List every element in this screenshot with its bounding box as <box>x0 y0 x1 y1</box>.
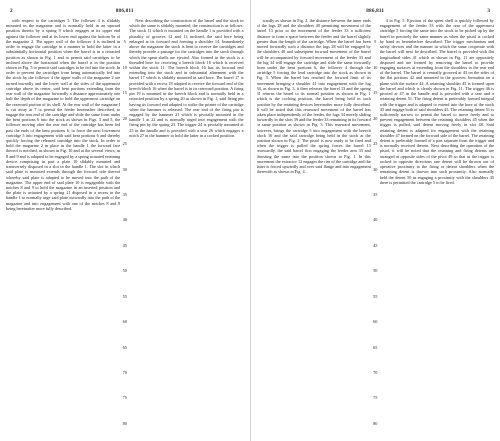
line-number: 10 <box>122 65 127 70</box>
line-number: 30 <box>122 167 127 172</box>
line-number: 20 <box>373 116 378 121</box>
line-number: 50 <box>373 268 378 273</box>
text-column-1 <box>257 18 371 435</box>
page-number: 3 <box>487 8 490 14</box>
line-number: 5 <box>374 39 377 44</box>
page-header <box>0 8 250 16</box>
text-columns <box>257 18 495 435</box>
line-number: 15 <box>373 90 378 95</box>
line-number: 65 <box>122 345 127 350</box>
line-number: 60 <box>122 319 127 324</box>
line-number: 70 <box>122 370 127 375</box>
line-number: 35 <box>122 192 127 197</box>
line-number: 75 <box>373 395 378 400</box>
line-number: 80 <box>122 421 127 426</box>
line-number: 25 <box>373 141 378 146</box>
line-number-gutter <box>120 18 129 435</box>
text-columns <box>6 18 244 435</box>
line-number: 65 <box>373 345 378 350</box>
patent-page-right <box>251 0 500 441</box>
column-text: wardly as shown in Fig. 2, the distance between the inner ends of the lugs 28 and the shoulders 40 permitting movement of the barrel 13 prior to the movement of the feeder 33 a sufficient distance to form a space between the feeder and the barrel slightly greater than the length of the cartridge. When the barrel has been moved forwardly such a distance the lugs 28 will be engaged by the shoulders 40 and subsequent forward movement of the barrel will be accompanied by forward movement of the feeder 33 and the lug 34 will engage the cartridge and slide the same forwardly from under the bent portions 6, the follower 4 through the cartridge 5 forcing the lead cartridge into the stock as shown in Fig. 3. When the barrel has reached the forward limit of its movement bringing a shoulder 41 into engagement with the lug 34, as shown in Fig. 3, it then releases the barrel 13 and the spring 31 returns the barrel to its normal position as shown in Fig. 1 which is the cocking position, the barrel being held in such position by the retaining devices hereinafter more fully described. It will be noted that this rearward movement of the barrel has taken place independently of the feeder, the lugs 34 merely sliding forwardly in the slots 39 and the feeder 33 remaining in its forward or same position as shown in Fig. 3. This rearward movement, however, brings the cartridge 5 into engagement with the breech block 16 and the said cartridge being held in the stock at the position shown in Fig. 2. The pistol is now ready to be fired and when the trigger is pulled the spring forces the barrel 13 rearwardly, the said barrel first engaging the feeder arm 33 and thrusting the same into the position shown in Fig. 1. In this movement the extractor 12 engages the rim of the cartridge and the latter is forced upwardly and over said flange and into engagement therewith as shown in Fig. 4. <box>256 18 371 175</box>
line-number: 30 <box>373 167 378 172</box>
text-column-2 <box>129 18 243 435</box>
line-number: 20 <box>122 116 127 121</box>
line-number: 5 <box>123 39 126 44</box>
patent-number: 886,811 <box>366 8 385 14</box>
line-number: 45 <box>122 243 127 248</box>
line-number: 25 <box>122 141 127 146</box>
page-header <box>251 8 500 16</box>
line-number: 80 <box>373 421 378 426</box>
line-number-gutter <box>371 18 380 435</box>
line-number: 40 <box>373 217 378 222</box>
line-number: 70 <box>373 370 378 375</box>
line-number: 40 <box>122 217 127 222</box>
line-number: 50 <box>122 268 127 273</box>
line-number: 45 <box>373 243 378 248</box>
line-number: 10 <box>373 65 378 70</box>
text-column-2 <box>380 18 494 435</box>
line-number: 55 <box>122 294 127 299</box>
page-number: 2 <box>10 8 13 14</box>
column-text: Next describing the construction of the barrel and the stock in which the same is slidably mounted, the construction is as follows: The stock 11 which is mounted on the handle 1 is provided with a plurality of grooves 12 and 13 inclined, the said bore being enlarged at its forward end forming a shoulder 14. Immediately above the magazine the stock is bent to receive the cartridges and thereby provide a passage for the cartridges into the stock through which the spent shells are ejected. Also formed in the stock is a threaded bore for receiving a breech block 16 which is received within the stock 11. The breech block 16 has its forward end extending into the stock and in substantial alinement with the barrel 17 which is slidably mounted in said bore. The barrel 17 is provided with a recess 18 adapted to receive the forward end of the breech block 16 when the barrel is in its rearward position. A firing pin 19 is mounted in the breech block and is normally held in a retracted position by a spring 20 as shown in Fig. 1, said firing pin having its forward end adapted to strike the primer of the cartridge when the hammer is released. The rear end of the firing pin is engaged by the hammer 21 which is pivotally mounted in the handle 1 at 22 and is normally urged into engagement with the firing pin by the spring 23. The trigger 24 is pivotally mounted at 25 in the handle and is provided with a sear 26 which engages a notch 27 in the hammer to hold the latter in a cocked position. <box>129 18 244 138</box>
line-number: 60 <box>373 319 378 324</box>
line-number: 75 <box>122 395 127 400</box>
text-column-1 <box>6 18 120 435</box>
line-number: 55 <box>373 294 378 299</box>
column-text: with respect to the cartridges 5. The follower 4 is slidably mounted in the magazine and is normally held in an upward position therein by a spring 9 which engages at its upper end against the follower and at its lower end against the bottom 9a of the magazine 2. The upper wall of the follower 4 is inclined in order to engage the cartridge in a manner to hold the latter in a substantially horizontal position when the barrel is in a retracted position as shown in Fig. 1 and to permit said cartridges to be inclined above the horizontal when the barrel is in the position shown in Fig. 5 to permit said cartridges to be fed into the stock. In order to prevent the cartridges from being automatically fed into the stock by the follower 4 the upper walls of the magazine 2 are turned inwardly and the lower wall at the sides of the uppermost cartridge above its center, said bent portions extending from the rear wall of the magazine forwardly a distance approximately one half the depth of the magazine to hold the uppermost cartridge on the rearward portion of its shell. At the rear wall of the magazine I is cut away at 7 to permit the feeder hereinafter described, to engage the rear end of the cartridge and slide the same from under the bent portions 6 into the stock as shown in Figs. 3 and 5, the follower moving after the rear end of the cartridge has been fed past the ends of the bent portions 6, to force the next lowermost cartridge 5 into engagement with said bent portions 6 and thereby quickly forcing the released cartridge into the stock. In order to hold the magazine 2 in place in the handle 1 the forward face thereof is notched, as shown in Fig. 10 and at the several views, as 8 and 9 and is adapted to be engaged by a spring actuated retaining device comprising in part a plate 10 slidably mounted and transversely disposed in a slot in the handle 1. The slot in which said plate is mounted extends through the forward side thereof whereby said plate is adapted to be moved into the path of the magazine. The upper end of said plate 10 is engageable with the notches 8 and 9 to hold the magazine in an inserted position and the plate is actuated by a spring 11 disposed in a recess in the handle 1 to normally urge said plate outwardly into the path of the magazine and into engagement with one of the notches 8 and 9 being hereinafter more fully described. <box>6 18 121 211</box>
patent-number: 886,811 <box>115 8 134 14</box>
column-text: 4 in Fig. 5. Ejection of the spent shell is quickly followed by engagement of the feeder 33 with the rear of the uppermost cartridge 5 forcing the same into the stock to be picked up by the barrel in precisely the same manner as when the pistol is cocked by hand as hereinbefore described. The trigger mechanism and safety devices and the manner in which the same cooperate with the barrel will next be described. The barrel is provided with flat longitudinal sides 41 which as shown in Fig. 11 are oppositely disposed and are formed by removing the barrel to provide engaging surfaces at extending from the shoulders to the rear end of the barrel. The barrel is centrally grooved at 43 on the sides of the flat portions 42 and mounted in the grooves formation on a plane with the surface 44. A retaining shoulder 45 is formed upon the barrel and which is clearly shown in Fig. 11. The trigger 46 is pivoted at 47 in the handle and is provided with a sear and a retaining detent 51. The firing detent is preferably formed integral with the trigger and is adapted to extend into the bore of the stock 43 and engage both of said shoulders 45. The retaining detent 51 is sufficiently narrow to permit the barrel to move freely and to prevent engagement between the retaining shoulders 45 when the trigger is pulled, said detent moving freely in slot 48. Said retaining detent is adapted for engagement with the retaining shoulder 47 formed on the forward side of the barrel. The retaining detent is preferably formed of a part separate from the trigger and is normally received therein. Next describing the operation of the pistol, it will be noted that the retaining and firing detents are arranged at opposite sides of the pivot 49 so that as the trigger is rocked in opposite directions one detent will be thrown out of operative proximity to the firing or detent shoulders when the remaining detent is thrown into such proximity. Also normally held the detent 50 in engaging a proximity with the shoulders 45 there is permitted the cartridge 5 to be fired. <box>379 18 494 185</box>
line-number: 35 <box>373 192 378 197</box>
line-number: 15 <box>122 90 127 95</box>
